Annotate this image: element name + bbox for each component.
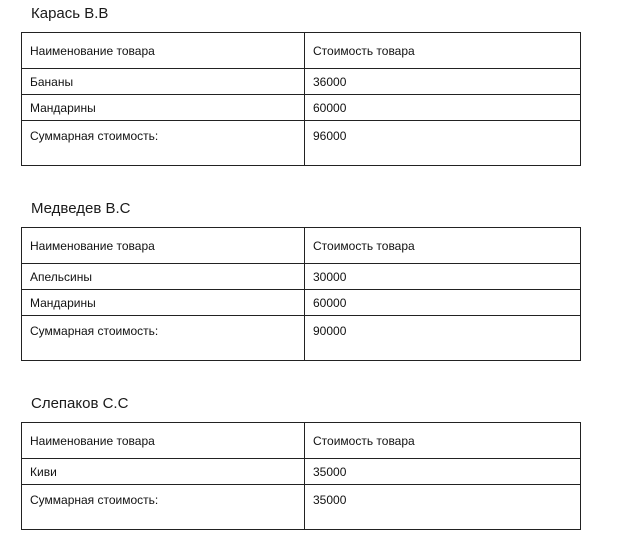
header-cost: Стоимость товара	[305, 33, 581, 69]
table-row	[22, 264, 581, 290]
header-name: Наименование товара	[22, 33, 305, 69]
item-cost: 60000	[305, 95, 581, 121]
table-row	[22, 69, 581, 95]
table-header-row	[22, 33, 581, 69]
total-value: 96000	[305, 121, 581, 166]
item-name: Мандарины	[22, 290, 305, 316]
person-name: Слепаков С.С	[31, 395, 129, 412]
header-name: Наименование товара	[22, 228, 305, 264]
table-header-row	[22, 228, 581, 264]
total-label: Суммарная стоимость:	[22, 485, 305, 530]
item-name: Бананы	[22, 69, 305, 95]
total-value: 35000	[305, 485, 581, 530]
item-name: Мандарины	[22, 95, 305, 121]
person-name: Карась В.В	[31, 5, 109, 22]
item-cost: 30000	[305, 264, 581, 290]
total-label: Суммарная стоимость:	[22, 316, 305, 361]
item-cost: 60000	[305, 290, 581, 316]
header-cost: Стоимость товара	[305, 423, 581, 459]
item-name: Апельсины	[22, 264, 305, 290]
table-row	[22, 95, 581, 121]
item-cost: 35000	[305, 459, 581, 485]
goods-table	[21, 32, 581, 166]
table-header-row	[22, 423, 581, 459]
item-name: Киви	[22, 459, 305, 485]
table-row	[22, 459, 581, 485]
total-row	[22, 485, 581, 530]
total-row	[22, 121, 581, 166]
item-cost: 36000	[305, 69, 581, 95]
total-label: Суммарная стоимость:	[22, 121, 305, 166]
total-row	[22, 316, 581, 361]
goods-table	[21, 422, 581, 530]
person-name: Медведев В.С	[31, 200, 131, 217]
total-value: 90000	[305, 316, 581, 361]
table-row	[22, 290, 581, 316]
header-name: Наименование товара	[22, 423, 305, 459]
goods-table	[21, 227, 581, 361]
header-cost: Стоимость товара	[305, 228, 581, 264]
